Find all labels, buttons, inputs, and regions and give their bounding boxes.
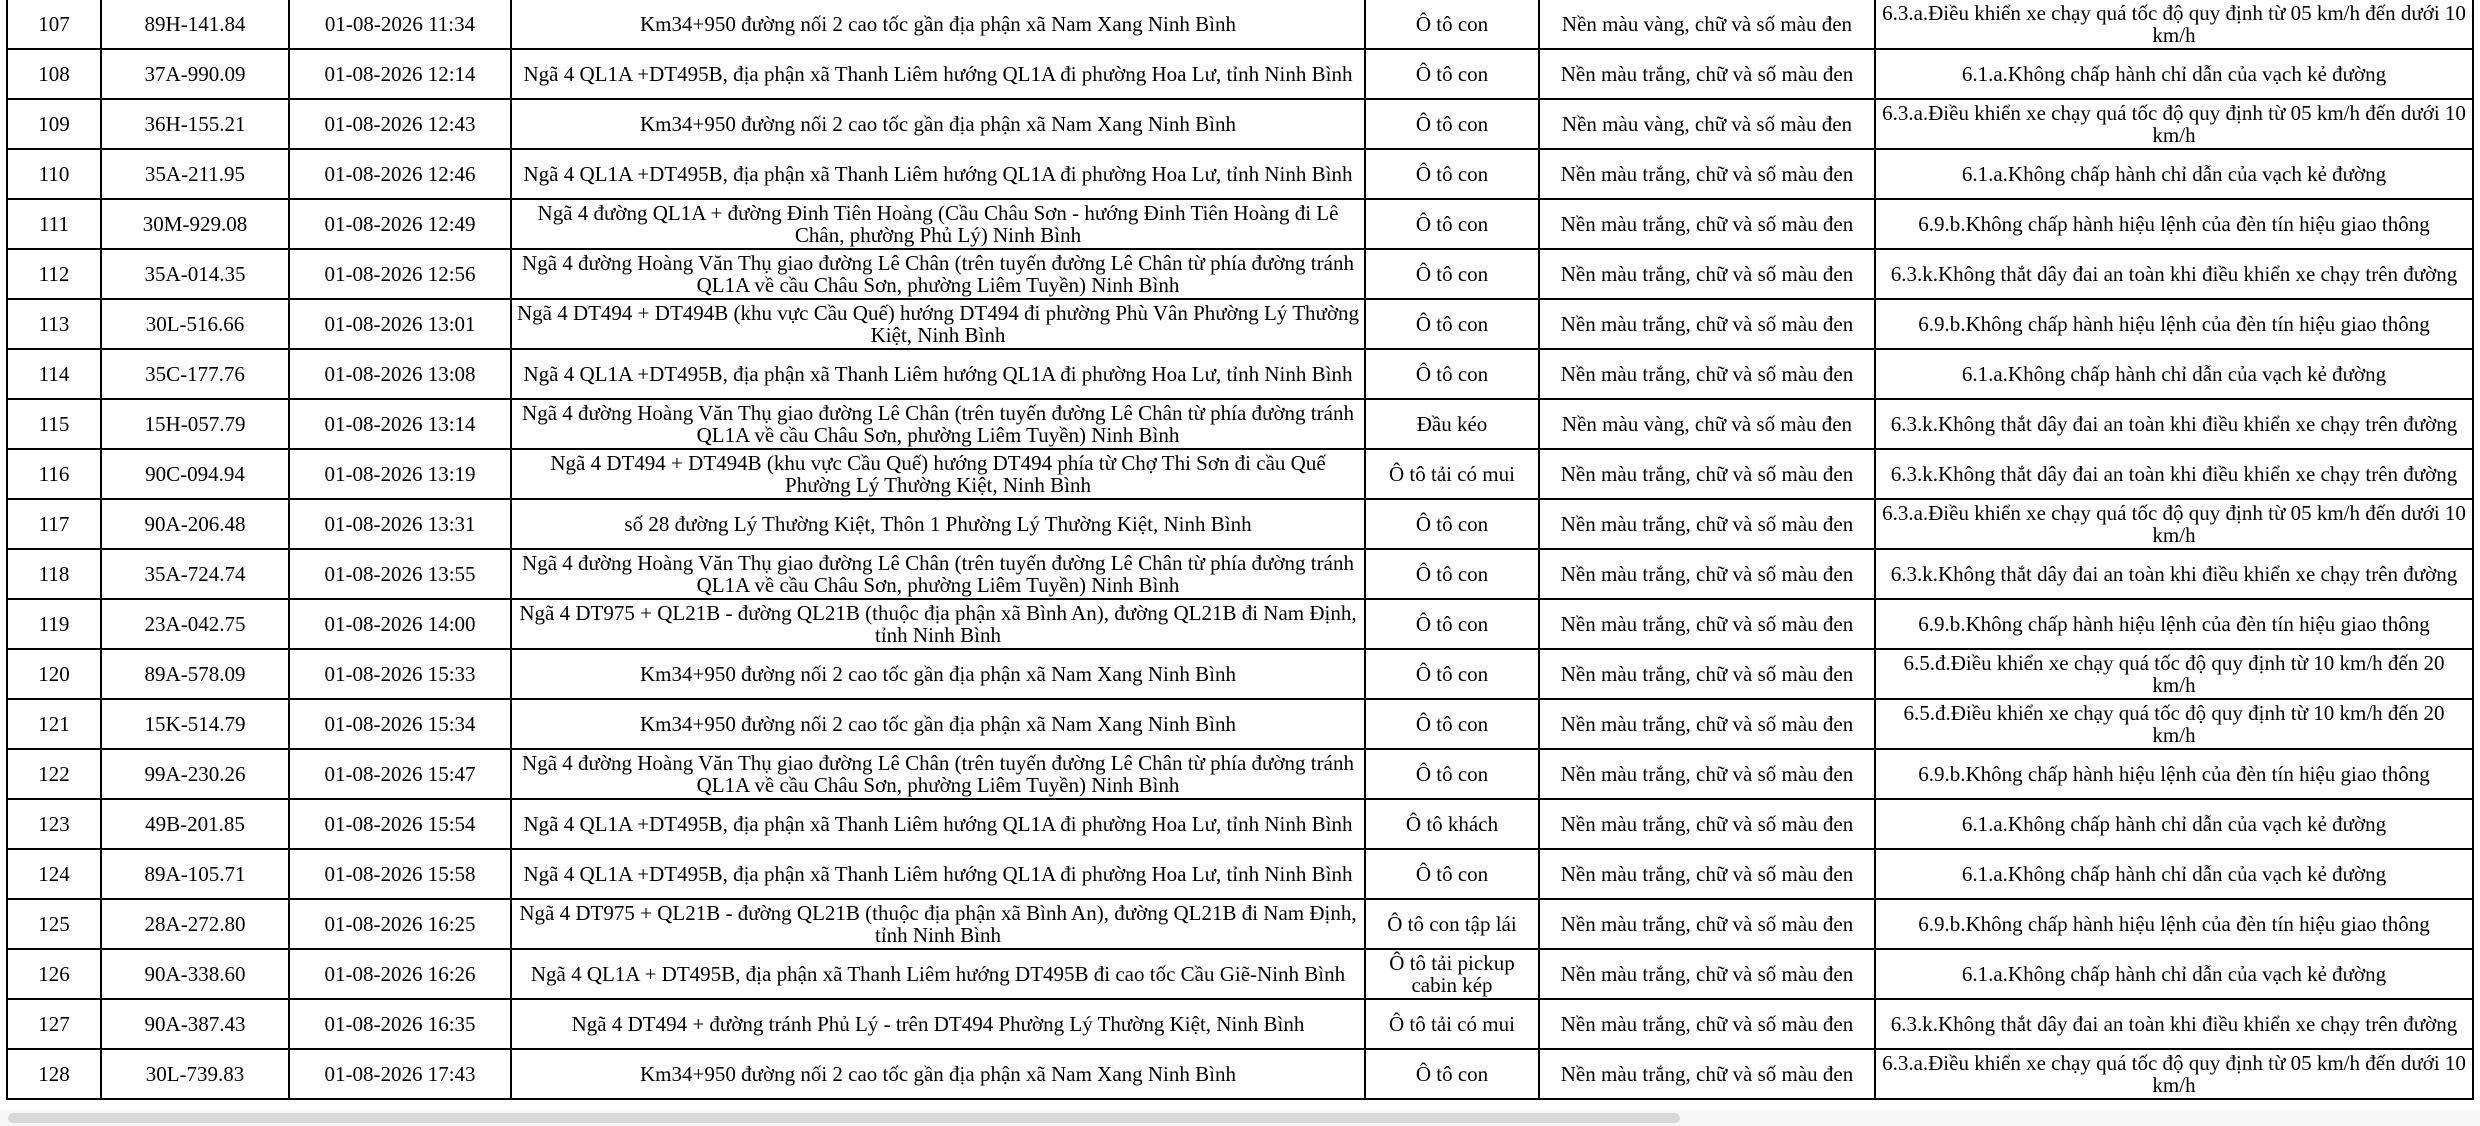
- vehicle-type-cell[interactable]: Ô tô tải pickup cabin kép: [1365, 949, 1539, 999]
- plate-color-cell[interactable]: Nền màu trắng, chữ và số màu đen: [1539, 449, 1875, 499]
- violation-cell[interactable]: 6.3.k.Không thắt dây đai an toàn khi điều khiển xe chạy trên đường: [1875, 549, 2473, 599]
- violation-cell[interactable]: 6.1.a.Không chấp hành chỉ dẫn của vạch kẻ đường: [1875, 149, 2473, 199]
- violation-cell[interactable]: 6.9.b.Không chấp hành hiệu lệnh của đèn tín hiệu giao thông: [1875, 749, 2473, 799]
- location-cell[interactable]: Ngã 4 đường Hoàng Văn Thụ giao đường Lê Chân (trên tuyến đường Lê Chân từ phía đường tránh QL1A về cầu Châu Sơn, phường Liêm Tuyền) Ninh Bình: [511, 749, 1365, 799]
- violation-cell[interactable]: 6.9.b.Không chấp hành hiệu lệnh của đèn tín hiệu giao thông: [1875, 599, 2473, 649]
- plate-color-cell[interactable]: Nền màu trắng, chữ và số màu đen: [1539, 749, 1875, 799]
- table-row: [7, 399, 2473, 449]
- violation-cell[interactable]: 6.3.a.Điều khiển xe chạy quá tốc độ quy định từ 05 km/h đến dưới 10 km/h: [1875, 499, 2473, 549]
- violation-cell[interactable]: 6.1.a.Không chấp hành chỉ dẫn của vạch kẻ đường: [1875, 799, 2473, 849]
- violation-time-cell[interactable]: 01-08-2026 15:58: [289, 849, 511, 899]
- location-cell[interactable]: Ngã 4 đường QL1A + đường Đinh Tiên Hoàng (Cầu Châu Sơn - hướng Đinh Tiên Hoàng đi Lê Chân, phường Phủ Lý) Ninh Bình: [511, 199, 1365, 249]
- table-row: [7, 449, 2473, 499]
- violation-cell[interactable]: 6.3.a.Điều khiển xe chạy quá tốc độ quy định từ 05 km/h đến dưới 10 km/h: [1875, 0, 2473, 49]
- row-number-cell[interactable]: 128: [7, 1049, 101, 1099]
- vehicle-type-cell[interactable]: Ô tô con: [1365, 299, 1539, 349]
- location-cell[interactable]: Ngã 4 DT494 + DT494B (khu vực Cầu Quế) hướng DT494 phía từ Chợ Thi Sơn đi cầu Quế Phường Lý Thường Kiệt, Ninh Bình: [511, 449, 1365, 499]
- license-plate-cell[interactable]: 90A-338.60: [101, 949, 289, 999]
- vehicle-type-cell[interactable]: Ô tô con: [1365, 199, 1539, 249]
- row-number-cell[interactable]: 117: [7, 499, 101, 549]
- location-cell[interactable]: Ngã 4 QL1A +DT495B, địa phận xã Thanh Liêm hướng QL1A đi phường Hoa Lư, tỉnh Ninh Bình: [511, 49, 1365, 99]
- location-cell[interactable]: Ngã 4 QL1A +DT495B, địa phận xã Thanh Liêm hướng QL1A đi phường Hoa Lư, tỉnh Ninh Bình: [511, 799, 1365, 849]
- location-cell[interactable]: Ngã 4 DT975 + QL21B - đường QL21B (thuộc địa phận xã Bình An), đường QL21B đi Nam Định, tỉnh Ninh Bình: [511, 599, 1365, 649]
- row-number-cell[interactable]: 119: [7, 599, 101, 649]
- plate-color-cell[interactable]: Nền màu trắng, chữ và số màu đen: [1539, 649, 1875, 699]
- location-cell[interactable]: Ngã 4 đường Hoàng Văn Thụ giao đường Lê Chân (trên tuyến đường Lê Chân từ phía đường tránh QL1A về cầu Châu Sơn, phường Liêm Tuyền) Ninh Bình: [511, 399, 1365, 449]
- row-number-cell[interactable]: 116: [7, 449, 101, 499]
- violation-cell[interactable]: 6.3.k.Không thắt dây đai an toàn khi điều khiển xe chạy trên đường: [1875, 249, 2473, 299]
- vehicle-type-cell[interactable]: Ô tô con: [1365, 149, 1539, 199]
- license-plate-cell[interactable]: 49B-201.85: [101, 799, 289, 849]
- license-plate-cell[interactable]: 35C-177.76: [101, 349, 289, 399]
- row-number-cell[interactable]: 108: [7, 49, 101, 99]
- vehicle-type-cell[interactable]: Ô tô con: [1365, 549, 1539, 599]
- violation-time-cell[interactable]: 01-08-2026 12:14: [289, 49, 511, 99]
- violation-cell[interactable]: 6.1.a.Không chấp hành chỉ dẫn của vạch kẻ đường: [1875, 349, 2473, 399]
- license-plate-cell[interactable]: 35A-014.35: [101, 249, 289, 299]
- row-number-cell[interactable]: 110: [7, 149, 101, 199]
- table-row: [7, 149, 2473, 199]
- vehicle-type-cell[interactable]: Ô tô con: [1365, 749, 1539, 799]
- plate-color-cell[interactable]: Nền màu trắng, chữ và số màu đen: [1539, 999, 1875, 1049]
- location-cell[interactable]: số 28 đường Lý Thường Kiệt, Thôn 1 Phường Lý Thường Kiệt, Ninh Bình: [511, 499, 1365, 549]
- row-number-cell[interactable]: 113: [7, 299, 101, 349]
- violation-cell[interactable]: 6.1.a.Không chấp hành chỉ dẫn của vạch kẻ đường: [1875, 49, 2473, 99]
- location-cell[interactable]: Ngã 4 QL1A +DT495B, địa phận xã Thanh Liêm hướng QL1A đi phường Hoa Lư, tỉnh Ninh Bình: [511, 149, 1365, 199]
- vehicle-type-cell[interactable]: Ô tô con: [1365, 49, 1539, 99]
- plate-color-cell[interactable]: Nền màu vàng, chữ và số màu đen: [1539, 399, 1875, 449]
- plate-color-cell[interactable]: Nền màu trắng, chữ và số màu đen: [1539, 249, 1875, 299]
- location-cell[interactable]: Km34+950 đường nối 2 cao tốc gần địa phận xã Nam Xang Ninh Bình: [511, 699, 1365, 749]
- plate-color-cell[interactable]: Nền màu trắng, chữ và số màu đen: [1539, 799, 1875, 849]
- vehicle-type-cell[interactable]: Ô tô con tập lái: [1365, 899, 1539, 949]
- location-cell[interactable]: Km34+950 đường nối 2 cao tốc gần địa phận xã Nam Xang Ninh Bình: [511, 99, 1365, 149]
- violation-time-cell[interactable]: 01-08-2026 13:55: [289, 549, 511, 599]
- violation-time-cell[interactable]: 01-08-2026 13:08: [289, 349, 511, 399]
- violation-time-cell[interactable]: 01-08-2026 16:26: [289, 949, 511, 999]
- plate-color-cell[interactable]: Nền màu trắng, chữ và số màu đen: [1539, 499, 1875, 549]
- row-number-cell[interactable]: 111: [7, 199, 101, 249]
- vehicle-type-cell[interactable]: Ô tô con: [1365, 599, 1539, 649]
- violation-time-cell[interactable]: 01-08-2026 16:35: [289, 999, 511, 1049]
- row-number-cell[interactable]: 121: [7, 699, 101, 749]
- row-number-cell[interactable]: 125: [7, 899, 101, 949]
- vehicle-type-cell[interactable]: Ô tô tải có mui: [1365, 999, 1539, 1049]
- plate-color-cell[interactable]: Nền màu trắng, chữ và số màu đen: [1539, 599, 1875, 649]
- table-row: [7, 549, 2473, 599]
- table-row: [7, 199, 2473, 249]
- violation-time-cell[interactable]: 01-08-2026 13:19: [289, 449, 511, 499]
- violation-time-cell[interactable]: 01-08-2026 15:47: [289, 749, 511, 799]
- plate-color-cell[interactable]: Nền màu trắng, chữ và số màu đen: [1539, 699, 1875, 749]
- violation-time-cell[interactable]: 01-08-2026 12:49: [289, 199, 511, 249]
- violations-table: [6, 0, 2474, 1100]
- violation-cell[interactable]: 6.9.b.Không chấp hành hiệu lệnh của đèn tín hiệu giao thông: [1875, 299, 2473, 349]
- plate-color-cell[interactable]: Nền màu vàng, chữ và số màu đen: [1539, 0, 1875, 49]
- plate-color-cell[interactable]: Nền màu trắng, chữ và số màu đen: [1539, 49, 1875, 99]
- location-cell[interactable]: Km34+950 đường nối 2 cao tốc gần địa phận xã Nam Xang Ninh Bình: [511, 0, 1365, 49]
- location-cell[interactable]: Ngã 4 DT494 + đường tránh Phủ Lý - trên DT494 Phường Lý Thường Kiệt, Ninh Bình: [511, 999, 1365, 1049]
- violation-time-cell[interactable]: 01-08-2026 13:31: [289, 499, 511, 549]
- violation-cell[interactable]: 6.1.a.Không chấp hành chỉ dẫn của vạch kẻ đường: [1875, 949, 2473, 999]
- plate-color-cell[interactable]: Nền màu trắng, chữ và số màu đen: [1539, 149, 1875, 199]
- plate-color-cell[interactable]: Nền màu trắng, chữ và số màu đen: [1539, 849, 1875, 899]
- table-row: [7, 299, 2473, 349]
- table-row: [7, 0, 2473, 49]
- row-number-cell[interactable]: 120: [7, 649, 101, 699]
- row-number-cell[interactable]: 126: [7, 949, 101, 999]
- table-row: [7, 349, 2473, 399]
- license-plate-cell[interactable]: 15H-057.79: [101, 399, 289, 449]
- row-number-cell[interactable]: 122: [7, 749, 101, 799]
- violation-time-cell[interactable]: 01-08-2026 14:00: [289, 599, 511, 649]
- violation-time-cell[interactable]: 01-08-2026 15:34: [289, 699, 511, 749]
- table-row: [7, 249, 2473, 299]
- row-number-cell[interactable]: 127: [7, 999, 101, 1049]
- table-row: [7, 749, 2473, 799]
- row-number-cell[interactable]: 124: [7, 849, 101, 899]
- location-cell[interactable]: Ngã 4 QL1A +DT495B, địa phận xã Thanh Liêm hướng QL1A đi phường Hoa Lư, tỉnh Ninh Bình: [511, 849, 1365, 899]
- license-plate-cell[interactable]: 90A-206.48: [101, 499, 289, 549]
- vehicle-type-cell[interactable]: Ô tô con: [1365, 0, 1539, 49]
- vehicle-type-cell[interactable]: Ô tô tải có mui: [1365, 449, 1539, 499]
- row-number-cell[interactable]: 115: [7, 399, 101, 449]
- plate-color-cell[interactable]: Nền màu trắng, chữ và số màu đen: [1539, 899, 1875, 949]
- violation-cell[interactable]: 6.9.b.Không chấp hành hiệu lệnh của đèn tín hiệu giao thông: [1875, 199, 2473, 249]
- table-row: [7, 899, 2473, 949]
- horizontal-scrollbar-thumb[interactable]: [8, 1113, 1680, 1123]
- row-number-cell[interactable]: 114: [7, 349, 101, 399]
- violation-time-cell[interactable]: 01-08-2026 13:01: [289, 299, 511, 349]
- license-plate-cell[interactable]: 36H-155.21: [101, 99, 289, 149]
- license-plate-cell[interactable]: 90C-094.94: [101, 449, 289, 499]
- table-row: [7, 999, 2473, 1049]
- horizontal-scrollbar[interactable]: [0, 1110, 2480, 1126]
- plate-color-cell[interactable]: Nền màu trắng, chữ và số màu đen: [1539, 1049, 1875, 1099]
- vehicle-type-cell[interactable]: Ô tô con: [1365, 349, 1539, 399]
- table-row: [7, 799, 2473, 849]
- vehicle-type-cell[interactable]: Ô tô khách: [1365, 799, 1539, 849]
- license-plate-cell[interactable]: 15K-514.79: [101, 699, 289, 749]
- license-plate-cell[interactable]: 89A-578.09: [101, 649, 289, 699]
- license-plate-cell[interactable]: 28A-272.80: [101, 899, 289, 949]
- violation-time-cell[interactable]: 01-08-2026 13:14: [289, 399, 511, 449]
- license-plate-cell[interactable]: 35A-724.74: [101, 549, 289, 599]
- license-plate-cell[interactable]: 30M-929.08: [101, 199, 289, 249]
- license-plate-cell[interactable]: 30L-516.66: [101, 299, 289, 349]
- table-body: [7, 0, 2473, 1099]
- violation-cell[interactable]: 6.9.b.Không chấp hành hiệu lệnh của đèn tín hiệu giao thông: [1875, 899, 2473, 949]
- location-cell[interactable]: Ngã 4 đường Hoàng Văn Thụ giao đường Lê Chân (trên tuyến đường Lê Chân từ phía đường tránh QL1A về cầu Châu Sơn, phường Liêm Tuyền) Ninh Bình: [511, 249, 1365, 299]
- violation-cell[interactable]: 6.1.a.Không chấp hành chỉ dẫn của vạch kẻ đường: [1875, 849, 2473, 899]
- location-cell[interactable]: Ngã 4 DT494 + DT494B (khu vực Cầu Quế) hướng DT494 đi phường Phù Vân Phường Lý Thường Kiệt, Ninh Bình: [511, 299, 1365, 349]
- violation-cell[interactable]: 6.3.a.Điều khiển xe chạy quá tốc độ quy định từ 05 km/h đến dưới 10 km/h: [1875, 99, 2473, 149]
- license-plate-cell[interactable]: 90A-387.43: [101, 999, 289, 1049]
- violation-time-cell[interactable]: 01-08-2026 15:54: [289, 799, 511, 849]
- row-number-cell[interactable]: 118: [7, 549, 101, 599]
- license-plate-cell[interactable]: 30L-739.83: [101, 1049, 289, 1099]
- violation-time-cell[interactable]: 01-08-2026 17:43: [289, 1049, 511, 1099]
- row-number-cell[interactable]: 112: [7, 249, 101, 299]
- table-row: [7, 849, 2473, 899]
- plate-color-cell[interactable]: Nền màu trắng, chữ và số màu đen: [1539, 299, 1875, 349]
- plate-color-cell[interactable]: Nền màu vàng, chữ và số màu đen: [1539, 99, 1875, 149]
- table-row: [7, 499, 2473, 549]
- location-cell[interactable]: Ngã 4 QL1A +DT495B, địa phận xã Thanh Liêm hướng QL1A đi phường Hoa Lư, tỉnh Ninh Bình: [511, 349, 1365, 399]
- violation-time-cell[interactable]: 01-08-2026 12:46: [289, 149, 511, 199]
- violation-time-cell[interactable]: 01-08-2026 16:25: [289, 899, 511, 949]
- license-plate-cell[interactable]: 89H-141.84: [101, 0, 289, 49]
- location-cell[interactable]: Km34+950 đường nối 2 cao tốc gần địa phận xã Nam Xang Ninh Bình: [511, 649, 1365, 699]
- table-row: [7, 699, 2473, 749]
- violation-cell[interactable]: 6.3.k.Không thắt dây đai an toàn khi điều khiển xe chạy trên đường: [1875, 999, 2473, 1049]
- violation-cell[interactable]: 6.3.k.Không thắt dây đai an toàn khi điều khiển xe chạy trên đường: [1875, 399, 2473, 449]
- row-number-cell[interactable]: 109: [7, 99, 101, 149]
- table-row: [7, 49, 2473, 99]
- license-plate-cell[interactable]: 37A-990.09: [101, 49, 289, 99]
- violation-cell[interactable]: 6.3.k.Không thắt dây đai an toàn khi điều khiển xe chạy trên đường: [1875, 449, 2473, 499]
- plate-color-cell[interactable]: Nền màu trắng, chữ và số màu đen: [1539, 549, 1875, 599]
- license-plate-cell[interactable]: 99A-230.26: [101, 749, 289, 799]
- violation-time-cell[interactable]: 01-08-2026 11:34: [289, 0, 511, 49]
- row-number-cell[interactable]: 123: [7, 799, 101, 849]
- license-plate-cell[interactable]: 89A-105.71: [101, 849, 289, 899]
- license-plate-cell[interactable]: 23A-042.75: [101, 599, 289, 649]
- vehicle-type-cell[interactable]: Ô tô con: [1365, 1049, 1539, 1099]
- row-number-cell[interactable]: 107: [7, 0, 101, 49]
- table-row: [7, 599, 2473, 649]
- location-cell[interactable]: Ngã 4 QL1A + DT495B, địa phận xã Thanh Liêm hướng DT495B đi cao tốc Cầu Giẽ-Ninh Bình: [511, 949, 1365, 999]
- violation-cell[interactable]: 6.5.đ.Điều khiển xe chạy quá tốc độ quy định từ 10 km/h đến 20 km/h: [1875, 649, 2473, 699]
- violation-time-cell[interactable]: 01-08-2026 12:56: [289, 249, 511, 299]
- vehicle-type-cell[interactable]: Ô tô con: [1365, 849, 1539, 899]
- vehicle-type-cell[interactable]: Ô tô con: [1365, 99, 1539, 149]
- violation-time-cell[interactable]: 01-08-2026 12:43: [289, 99, 511, 149]
- vehicle-type-cell[interactable]: Đầu kéo: [1365, 399, 1539, 449]
- table-row: [7, 99, 2473, 149]
- license-plate-cell[interactable]: 35A-211.95: [101, 149, 289, 199]
- violation-cell[interactable]: 6.5.đ.Điều khiển xe chạy quá tốc độ quy định từ 10 km/h đến 20 km/h: [1875, 699, 2473, 749]
- vehicle-type-cell[interactable]: Ô tô con: [1365, 499, 1539, 549]
- violation-time-cell[interactable]: 01-08-2026 15:33: [289, 649, 511, 699]
- plate-color-cell[interactable]: Nền màu trắng, chữ và số màu đen: [1539, 349, 1875, 399]
- violation-cell[interactable]: 6.3.a.Điều khiển xe chạy quá tốc độ quy định từ 05 km/h đến dưới 10 km/h: [1875, 1049, 2473, 1099]
- vehicle-type-cell[interactable]: Ô tô con: [1365, 649, 1539, 699]
- vehicle-type-cell[interactable]: Ô tô con: [1365, 699, 1539, 749]
- location-cell[interactable]: Ngã 4 DT975 + QL21B - đường QL21B (thuộc địa phận xã Bình An), đường QL21B đi Nam Định, tỉnh Ninh Bình: [511, 899, 1365, 949]
- table-row: [7, 949, 2473, 999]
- vehicle-type-cell[interactable]: Ô tô con: [1365, 249, 1539, 299]
- plate-color-cell[interactable]: Nền màu trắng, chữ và số màu đen: [1539, 199, 1875, 249]
- table-row: [7, 649, 2473, 699]
- location-cell[interactable]: Km34+950 đường nối 2 cao tốc gần địa phận xã Nam Xang Ninh Bình: [511, 1049, 1365, 1099]
- plate-color-cell[interactable]: Nền màu trắng, chữ và số màu đen: [1539, 949, 1875, 999]
- location-cell[interactable]: Ngã 4 đường Hoàng Văn Thụ giao đường Lê Chân (trên tuyến đường Lê Chân từ phía đường tránh QL1A về cầu Châu Sơn, phường Liêm Tuyền) Ninh Bình: [511, 549, 1365, 599]
- table-row: [7, 1049, 2473, 1099]
